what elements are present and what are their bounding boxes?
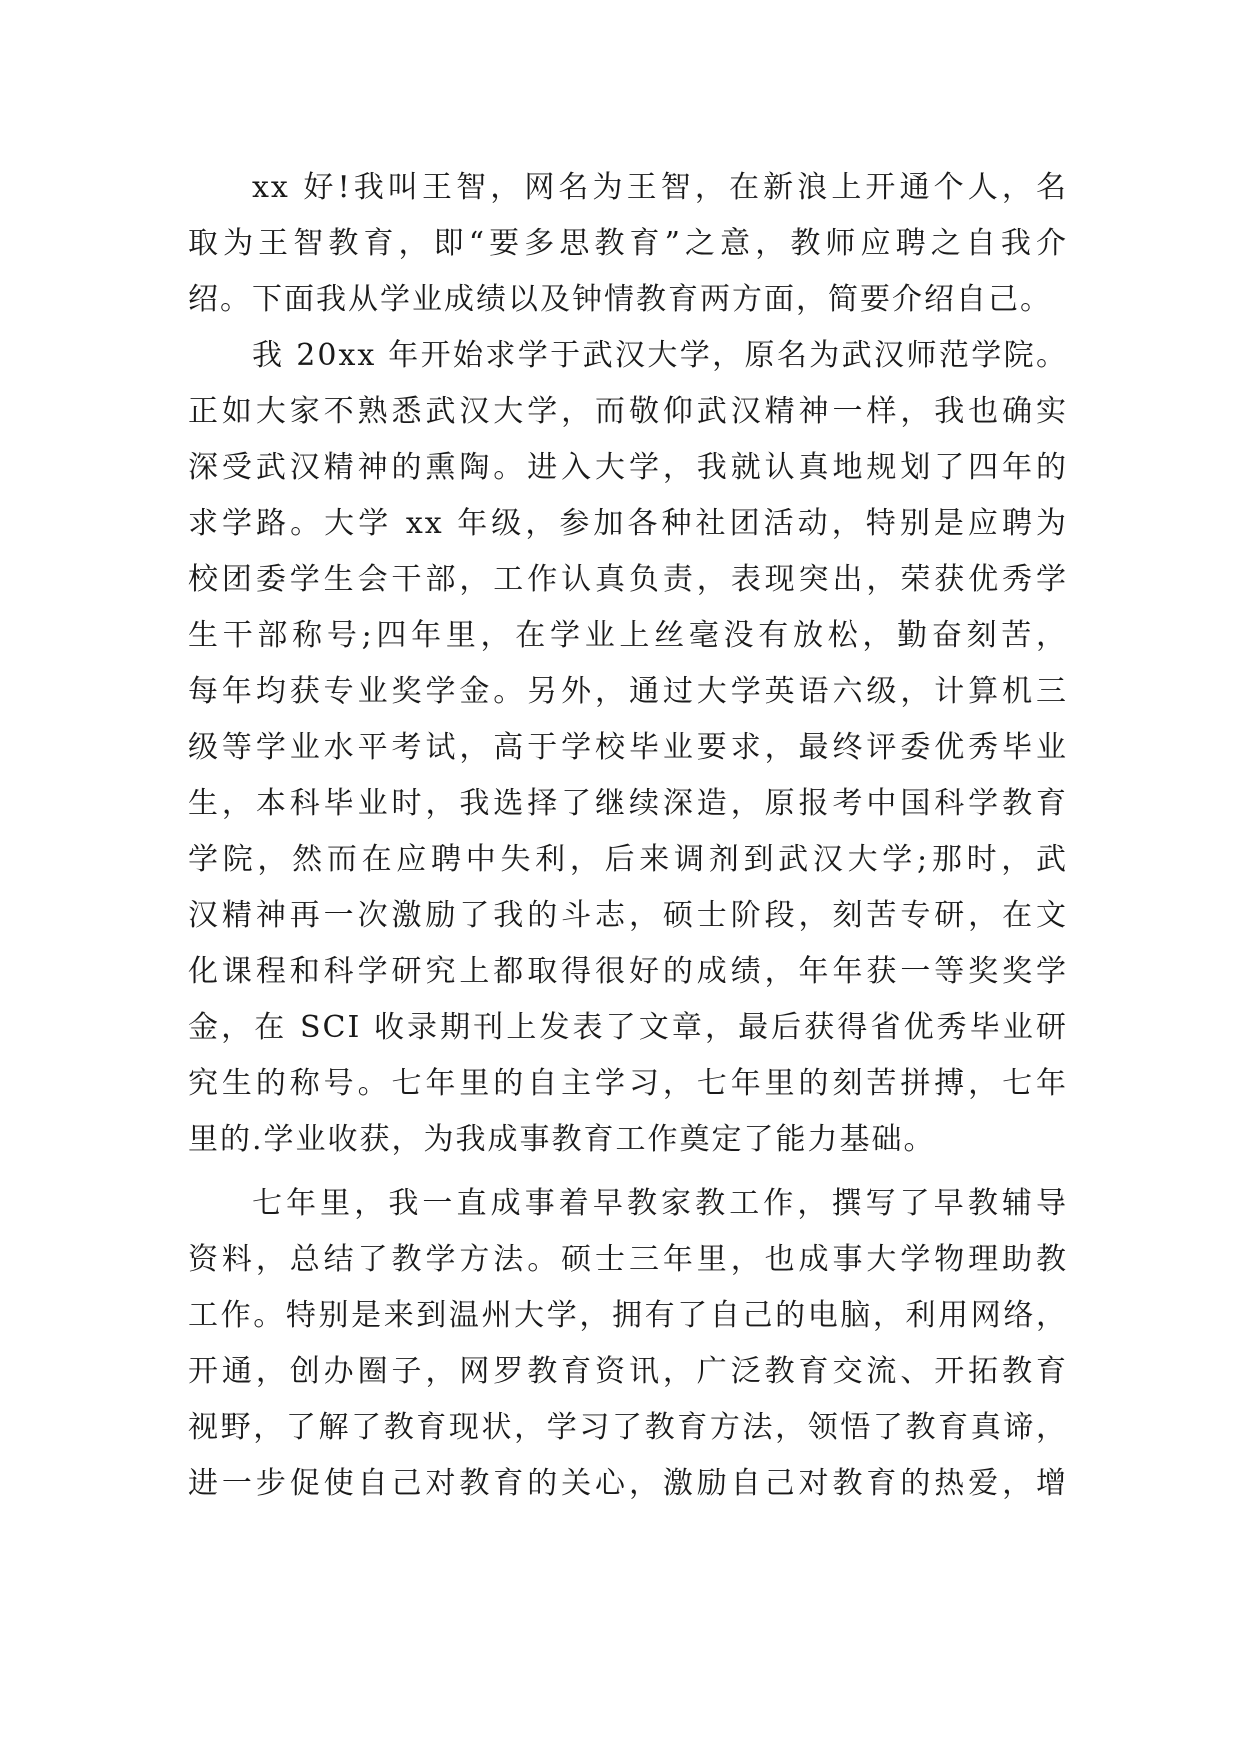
text-line: 七年里，我一直成事着早教家教工作，撰写了早教辅导 bbox=[252, 1186, 1068, 1221]
text-line: 深受武汉精神的熏陶。进入大学，我就认真地规划了四年的 bbox=[188, 450, 1068, 485]
paragraph-3 bbox=[188, 1176, 1068, 1512]
text-line: 汉精神再一次激励了我的斗志，硕士阶段，刻苦专研，在文 bbox=[188, 898, 1068, 933]
paragraph-2 bbox=[188, 328, 1068, 1168]
text-line: 化课程和科学研究上都取得很好的成绩，年年获一等奖奖学 bbox=[188, 954, 1068, 989]
document-body bbox=[188, 160, 1068, 1512]
text-line: 里的.学业收获，为我成事教育工作奠定了能力基础。 bbox=[188, 1122, 936, 1157]
text-line: xx 好!我叫王智，网名为王智，在新浪上开通个人，名 bbox=[252, 170, 1068, 205]
paragraph-1 bbox=[188, 160, 1068, 328]
text-line: 正如大家不熟悉武汉大学，而敬仰武汉精神一样，我也确实 bbox=[188, 394, 1068, 429]
text-line: 学院，然而在应聘中失利，后来调剂到武汉大学;那时，武 bbox=[188, 842, 1068, 877]
text-line: 究生的称号。七年里的自主学习，七年里的刻苦拼搏，七年 bbox=[188, 1066, 1068, 1101]
text-line: 绍。下面我从学业成绩以及钟情教育两方面，简要介绍自己。 bbox=[188, 282, 1052, 317]
text-line: 我 20xx 年开始求学于武汉大学，原名为武汉师范学院。 bbox=[252, 338, 1068, 373]
text-line: 求学路。大学 xx 年级，参加各种社团活动，特别是应聘为 bbox=[188, 506, 1068, 541]
paragraph-spacer bbox=[188, 1168, 1068, 1176]
text-line: 生干部称号;四年里，在学业上丝毫没有放松，勤奋刻苦， bbox=[188, 618, 1068, 653]
text-line: 生，本科毕业时，我选择了继续深造，原报考中国科学教育 bbox=[188, 786, 1068, 821]
text-line: 每年均获专业奖学金。另外，通过大学英语六级，计算机三 bbox=[188, 674, 1068, 709]
text-line: 开通，创办圈子，网罗教育资讯，广泛教育交流、开拓教育 bbox=[188, 1354, 1068, 1389]
text-line: 级等学业水平考试，高于学校毕业要求，最终评委优秀毕业 bbox=[188, 730, 1068, 765]
text-line: 工作。特别是来到温州大学，拥有了自己的电脑，利用网络， bbox=[188, 1298, 1068, 1333]
text-line: 资料，总结了教学方法。硕士三年里，也成事大学物理助教 bbox=[188, 1242, 1068, 1277]
text-line: 取为王智教育，即“要多思教育”之意，教师应聘之自我介 bbox=[188, 226, 1068, 261]
text-line: 校团委学生会干部，工作认真负责，表现突出，荣获优秀学 bbox=[188, 562, 1068, 597]
text-line: 金，在 SCI 收录期刊上发表了文章，最后获得省优秀毕业研 bbox=[188, 1010, 1068, 1045]
text-line: 进一步促使自己对教育的关心，激励自己对教育的热爱，增 bbox=[188, 1466, 1068, 1501]
text-line: 视野，了解了教育现状，学习了教育方法，领悟了教育真谛， bbox=[188, 1410, 1068, 1445]
